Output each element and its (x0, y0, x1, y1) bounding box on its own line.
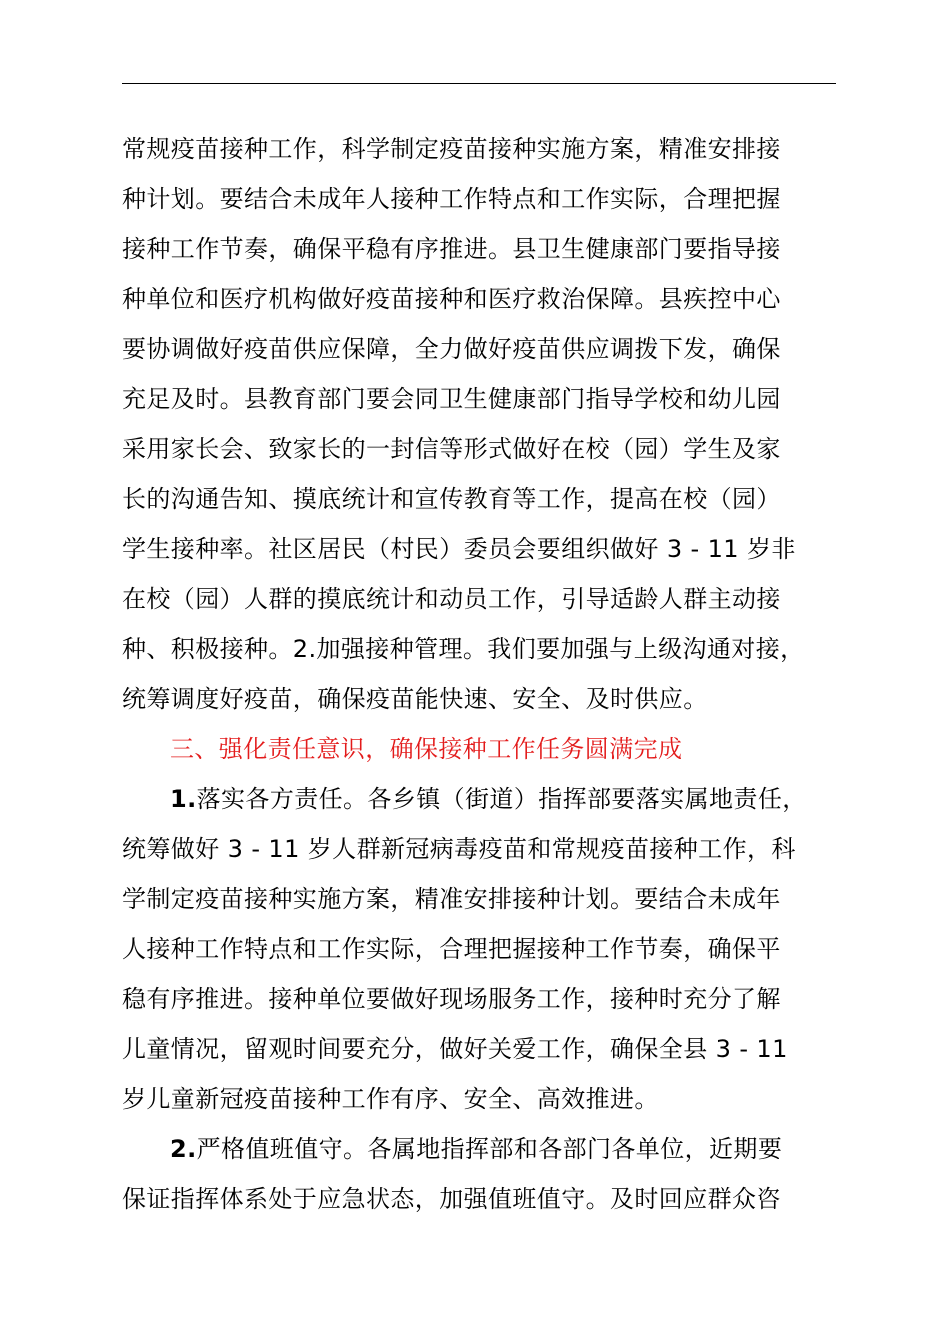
text-line: 在校（园）人群的摸底统计和动员工作，引导适龄人群主动接 (122, 585, 781, 613)
text-line: 长的沟通告知、摸底统计和宣传教育等工作，提高在校（园） (122, 485, 781, 513)
item-number: 2. (170, 1135, 197, 1163)
item-title: 严格值班值守。各属地指挥部和各部门各单位，近期要 (196, 1135, 783, 1163)
text-line: 接种工作节奏，确保平稳有序推进。县卫生健康部门要指导接 (122, 235, 781, 263)
text-line: 儿童情况，留观时间要充分，做好关爱工作，确保全县 3 - 11 (122, 1035, 788, 1063)
text-line: 学制定疫苗接种实施方案，精准安排接种计划。要结合未成年 (122, 885, 781, 913)
item-2-first-line (122, 1124, 882, 1174)
item-title: 落实各方责任。各乡镇（街道）指挥部要落实属地责任， (196, 785, 807, 813)
text-line: 种单位和医疗机构做好疫苗接种和医疗救治保障。县疾控中心 (122, 285, 781, 313)
item-1-first-line (122, 774, 882, 824)
text-line: 稳有序推进。接种单位要做好现场服务工作，接种时充分了解 (122, 985, 781, 1013)
text-line: 岁儿童新冠疫苗接种工作有序、安全、高效推进。 (122, 1085, 659, 1113)
text-line: 充足及时。县教育部门要会同卫生健康部门指导学校和幼儿园 (122, 385, 781, 413)
text-line: 常规疫苗接种工作，科学制定疫苗接种实施方案，精准安排接 (122, 135, 781, 163)
text-line: 统筹调度好疫苗，确保疫苗能快速、安全、及时供应。 (122, 685, 708, 713)
text-line: 保证指挥体系处于应急状态，加强值班值守。及时回应群众咨 (122, 1185, 781, 1213)
text-line: 要协调做好疫苗供应保障，全力做好疫苗供应调拨下发，确保 (122, 335, 781, 363)
text-line: 人接种工作特点和工作实际，合理把握接种工作节奏，确保平 (122, 935, 781, 963)
document-body (122, 124, 882, 1224)
text-line: 学生接种率。社区居民（村民）委员会要组织做好 3 - 11 岁非 (122, 535, 796, 563)
item-number: 1. (170, 785, 197, 813)
text-line: 种计划。要结合未成年人接种工作特点和工作实际，合理把握 (122, 185, 781, 213)
text-line: 种、积极接种。2.加强接种管理。我们要加强与上级沟通对接， (122, 635, 805, 663)
text-line: 统筹做好 3 - 11 岁人群新冠病毒疫苗和常规疫苗接种工作，科 (122, 835, 796, 863)
section-heading: 三、强化责任意识，确保接种工作任务圆满完成 (170, 735, 683, 763)
text-line: 采用家长会、致家长的一封信等形式做好在校（园）学生及家 (122, 435, 781, 463)
header-rule (122, 83, 836, 84)
